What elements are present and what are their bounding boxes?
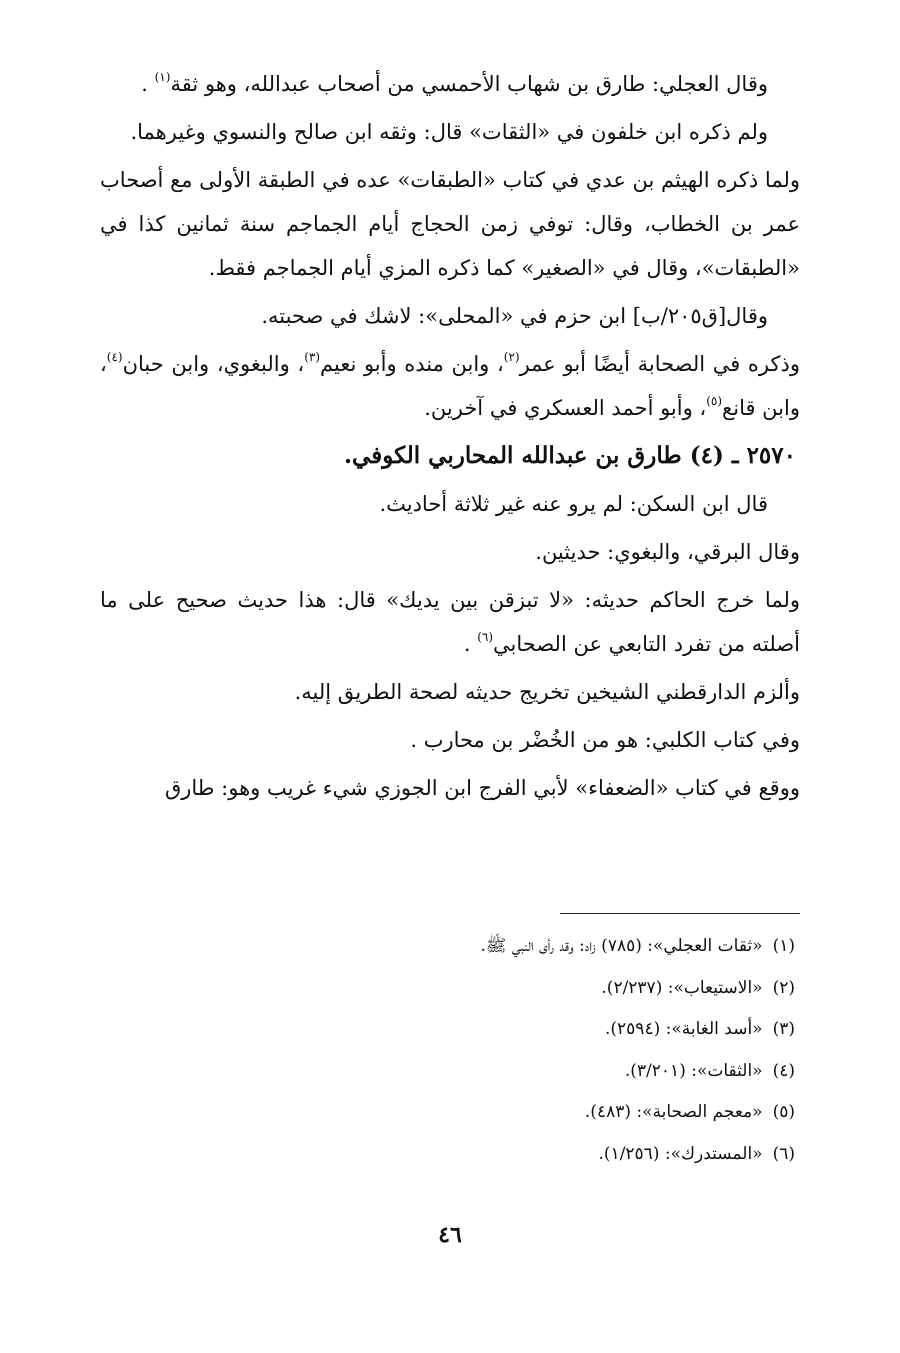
main-text [100,62,800,814]
page-number: ٤٦ [438,1222,462,1248]
paragraph-ibn-hazm: وقال[ق٢٠٥/ب] ابن حزم في «المحلى»: لاشك في صحبته. [261,304,768,328]
footnote-text: «ثقات العجلي»: (٧٨٥) زاد: وقد رأى النبي ﷺ. [480,936,763,956]
footnote-text: «الثقات»: (٣/٢٠١). [624,1060,763,1081]
footnote-text: «معجم الصحابة»: (٤٨٣). [584,1102,763,1122]
footnote-ref-2[interactable]: (٢) [503,350,520,364]
footnote-ref-4[interactable]: (٤) [106,350,123,364]
footnote-number: (٢) [772,977,795,998]
footnote-item [105,1092,795,1134]
footnotes [105,926,795,1175]
footnote-text: «أسد الغابة»: (٢٥٩٤). [605,1019,763,1039]
footnote-item [105,1009,795,1051]
footnote-ref-1[interactable]: (١) [154,70,171,84]
footnote-text: «الاستيعاب»: (٢/٢٣٧). [601,977,763,998]
entry-heading: ٢٥٧٠ ـ (٤) طارق بن عبدالله المحاربي الكوفي. [344,442,796,469]
paragraph-companions: وذكره في الصحابة أيضًا أبو عمر$^{(٢)}$، وابن منده وأبو نعيم$^{(٣)}$، والبغوي، وابن حبان$^{(٤)}$، وابن قانع$^{(٥)}$، وأبو أحمد العسكري في آخرين. [100,350,801,420]
footnote-number: (٤) [772,1060,795,1081]
footnote-item [105,1134,795,1176]
paragraph-hakim: ولما خرج الحاكم حديثه: «لا تبزقن بين يديك» قال: هذا حديث صحيح على ما أصلته من تفرد التابعي عن الصحابي$^{(٦)}$ . [100,588,800,656]
footnote-item [105,926,795,968]
paragraph-duafa: ووقع في كتاب «الضعفاء» لأبي الفرج ابن الجوزي شيء غريب وهو: طارق [164,776,800,800]
footnote-number: (٣) [772,1019,795,1039]
footnote-number: (٥) [772,1102,795,1122]
paragraph-daraqutni: وألزم الدارقطني الشيخين تخريج حديثه لصحة الطريق إليه. [294,680,800,704]
footnote-item [105,1051,795,1093]
paragraph-ibn-khalfun: ولم ذكره ابن خلفون في «الثقات» قال: وثقه ابن صالح والنسوي وغيرهما. [130,120,768,144]
paragraph-haytham: ولما ذكره الهيثم بن عدي في كتاب «الطبقات» عده في الطبقة الأولى مع أصحاب عمر بن الخطاب، وقال: توفي زمن الحجاج أيام الجماجم سنة ثمانين كذا في «الطبقات»، وقال في «الصغير» كما ذكره المزي أيام الجماجم فقط. [100,168,800,280]
paragraph-ibn-sakan: قال ابن السكن: لم يرو عنه غير ثلاثة أحاديث. [379,492,768,516]
footnote-text: «المستدرك»: (١/٢٥٦). [598,1143,763,1164]
footnote-divider [560,913,800,914]
paragraph-ijli: وقال العجلي: طارق بن شهاب الأحمسي من أصحاب عبدالله، وهو ثقة$^{(١)}$ . [141,70,768,96]
paragraph-barqi: وقال البرقي، والبغوي: حديثين. [535,540,800,564]
footnote-ref-3[interactable]: (٣) [304,350,321,364]
footnote-item [105,968,795,1010]
paragraph-kalbi: وفي كتاب الكلبي: هو من الخُضْر بن محارب . [410,728,800,752]
footnote-number: (١) [772,936,795,956]
footnote-ref-6[interactable]: (٦) [477,630,494,644]
footnote-number: (٦) [772,1143,795,1164]
footnote-ref-5[interactable]: (٥) [706,394,723,408]
